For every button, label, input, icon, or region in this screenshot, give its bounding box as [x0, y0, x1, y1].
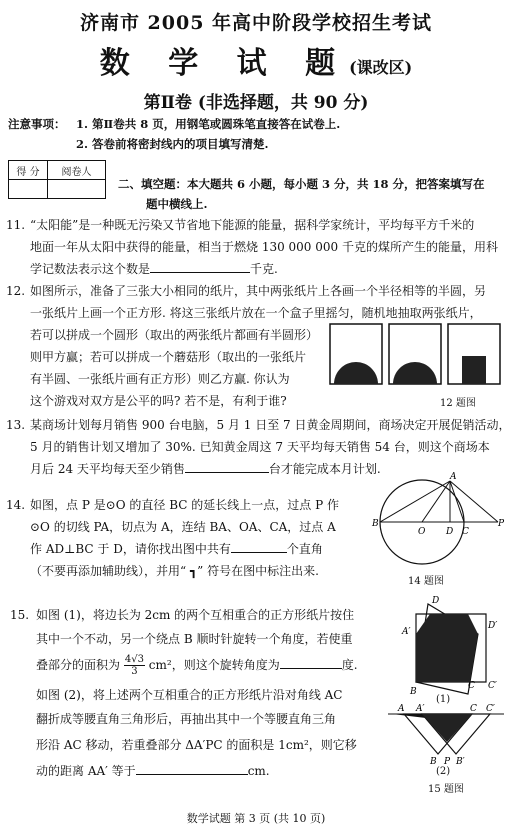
q13-line2: 5 月的销售计划又增加了 30%. 已知黄金周这 7 天平均每天销售 54 台，则这个商场本 — [30, 440, 490, 454]
q11-line3 — [30, 258, 278, 280]
subject-title — [0, 38, 512, 82]
q14-line-oa — [422, 481, 450, 522]
score-box — [8, 160, 106, 199]
q14-label-p: P — [498, 519, 505, 529]
score-box-grader-cell[interactable] — [48, 180, 106, 199]
q14-line3-text: 作 AD⊥BC 于 D，请你找出图中共有 — [30, 542, 231, 556]
q14-number: 14. — [6, 498, 26, 512]
q14-label-d: D — [446, 527, 454, 537]
q14-line1: 如图，点 P 是⊙O 的直径 BC 的延长线上一点，过点 P 作 — [30, 498, 339, 512]
q15-figure-1 — [392, 594, 508, 704]
q11-answer-blank[interactable] — [150, 260, 250, 273]
q13-line3-text: 月后 24 天平均每天至少销售 — [30, 462, 185, 476]
q15-line5: 翻折成等腰直角三角形后，再抽出其中一个等腰直角三角 — [36, 712, 337, 726]
q15-f2-label-b1: B′ — [456, 757, 465, 766]
q15-line7 — [36, 760, 270, 782]
q15-answer-blank-2[interactable] — [136, 762, 248, 775]
q12-caption: 12 题图 — [440, 398, 476, 409]
q15-line4: 如图 (2)，将上述两个互相重合的正方形纸片沿对角线 AC — [36, 688, 343, 702]
q15-fig1-caption: (1) — [436, 694, 451, 705]
section2-line2: 题中横线上. — [146, 197, 208, 211]
q14-answer-blank[interactable] — [231, 540, 287, 553]
q15-f2-label-b: B — [430, 757, 437, 766]
q15-f1-label-d: D — [432, 596, 440, 606]
q15-line6: 形沿 AC 移动，若重叠部分 ΔA′PC 的面积是 1cm²，则它移 — [36, 738, 357, 752]
q14-line2: ⊙O 的切线 PA，切点为 A，连结 BA、OA、CA，过点 A — [30, 520, 336, 534]
q13-number: 13. — [6, 418, 26, 432]
q11-line1: “太阳能”是一种既无污染又节省地下能源的能量，据科学家统计，平均每平方千米的 — [30, 218, 475, 232]
subject-sub: (课改区) — [349, 58, 413, 77]
q14-label-c: C — [462, 527, 469, 537]
q13-line1: 某商场计划每月销售 900 台电脑，5 月 1 日至 7 日黄金周期间，商场决定开展促销活动， — [30, 418, 511, 432]
q13-answer-blank[interactable] — [185, 460, 269, 473]
q15-f2-label-c: C — [470, 704, 477, 714]
q15-f2-label-a1: A′ — [416, 704, 425, 714]
q15-line2: 其中一个不动，另一个绕点 B 顺时针旋转一个角度，若使重 — [36, 632, 353, 646]
q15-f1-label-c1: C′ — [488, 681, 497, 691]
q11-line3-text: 学记数法表示这个数是 — [30, 262, 151, 276]
q11-line2: 地面一年从太阳中获得的能量，相当于燃烧 130 000 000 千克的煤所产生的能量，用科 — [30, 240, 498, 254]
q14-label-a: A — [450, 472, 457, 482]
q12-line3: 若可以拼成一个圆形（取出的两张纸片都画有半圆形） — [30, 328, 319, 342]
q14-label-b: B — [372, 519, 379, 529]
notice-label: 注意事项： — [8, 117, 66, 131]
q12-line1: 如图所示，准备了三张大小相同的纸片，其中两张纸片上各画一个半径相等的半圆，另 — [30, 284, 487, 298]
q12-figure — [328, 322, 504, 388]
q11-line3-unit: 千克. — [250, 262, 278, 276]
q14-label-o: O — [418, 527, 426, 537]
q15-figure-2 — [386, 702, 508, 766]
q15-f2-label-p: P — [444, 757, 451, 766]
q13-line3-tail: 台才能完成本月计划. — [268, 462, 381, 476]
q15-fig2-caption: (2) — [436, 766, 451, 777]
notice-item-1: 1. 第Ⅱ卷共 8 页，用钢笔或圆珠笔直接答在试卷上. — [76, 117, 341, 131]
q12-line2: 一张纸片上画一个正方形. 将这三张纸片放在一个盒子里摇匀，随机地抽取两张纸片， — [30, 306, 482, 320]
q15-frac-den: 3 — [131, 666, 138, 677]
q15-f1-label-b: B — [410, 687, 417, 697]
q14-line4: （不要再添加辅助线），并用“ ┓” 符号在图中标注出来. — [30, 564, 319, 578]
q15-f1-label-c: C — [468, 681, 475, 691]
score-box-grader-label: 阅卷人 — [48, 161, 106, 180]
score-box-score-cell[interactable] — [9, 180, 48, 199]
q12-number: 12. — [6, 284, 26, 298]
q13-line3 — [30, 458, 381, 480]
notice-item-2: 2. 答卷前将密封线内的项目填写清楚. — [76, 137, 269, 151]
q15-line7-tail: cm. — [247, 764, 270, 778]
q12-line5: 有半圆、一张纸片画有正方形）则乙方赢. 你认为 — [30, 372, 290, 386]
q12-square — [462, 356, 486, 384]
subject-name: 数 学 试 题 — [99, 46, 350, 81]
q11-number: 11. — [6, 218, 26, 232]
q15-frac-num: 4√3 — [124, 654, 144, 665]
q15-overlap-2 — [422, 714, 472, 742]
q14-line3-tail: 个直角 — [286, 542, 323, 556]
exam-title: 济南市 2005 年高中阶段学校招生考试 — [79, 12, 433, 34]
section2-line1: 二、填空题：本大题共 6 小题，每小题 3 分，共 18 分，把答案填写在 — [118, 177, 485, 191]
q15-f2-label-a: A — [398, 704, 405, 714]
q14-figure — [370, 472, 508, 568]
q15-number: 15. — [10, 608, 30, 622]
q15-f1-label-a1: A′ — [402, 627, 411, 637]
q15-caption: 15 题图 — [428, 784, 464, 795]
q14-line-ba — [380, 481, 450, 522]
q15-line3-tail: 度. — [341, 658, 358, 672]
q15-line7-text: 动的距离 AA′ 等于 — [36, 764, 136, 778]
page-footer: 数学试题 第 3 页 (共 10 页) — [186, 812, 326, 825]
q15-line3 — [36, 654, 358, 677]
q15-overlap — [416, 614, 478, 682]
q15-f2-label-c1: C′ — [486, 704, 495, 714]
volume-title: 第Ⅱ卷 (非选择题，共 90 分) — [143, 93, 369, 113]
score-box-score-label: 得 分 — [9, 161, 48, 180]
q15-line3-mid: cm²，则这个旋转角度为 — [148, 658, 280, 672]
q14-caption: 14 题图 — [408, 576, 444, 587]
q14-line3 — [30, 538, 323, 560]
q12-line6: 这个游戏对双方是公平的吗? 若不是，有利于谁? — [30, 394, 287, 408]
q15-answer-blank-1[interactable] — [280, 656, 342, 669]
q15-fraction — [124, 654, 145, 677]
q15-line1: 如图 (1)，将边长为 2cm 的两个互相重合的正方形纸片按住 — [36, 608, 355, 622]
q12-line4: 则甲方赢；若可以拼成一个蘑菇形（取出的一张纸片 — [30, 350, 307, 364]
q15-f1-label-d1: D′ — [488, 621, 498, 631]
q15-line3-text: 叠部分的面积为 — [36, 658, 121, 672]
